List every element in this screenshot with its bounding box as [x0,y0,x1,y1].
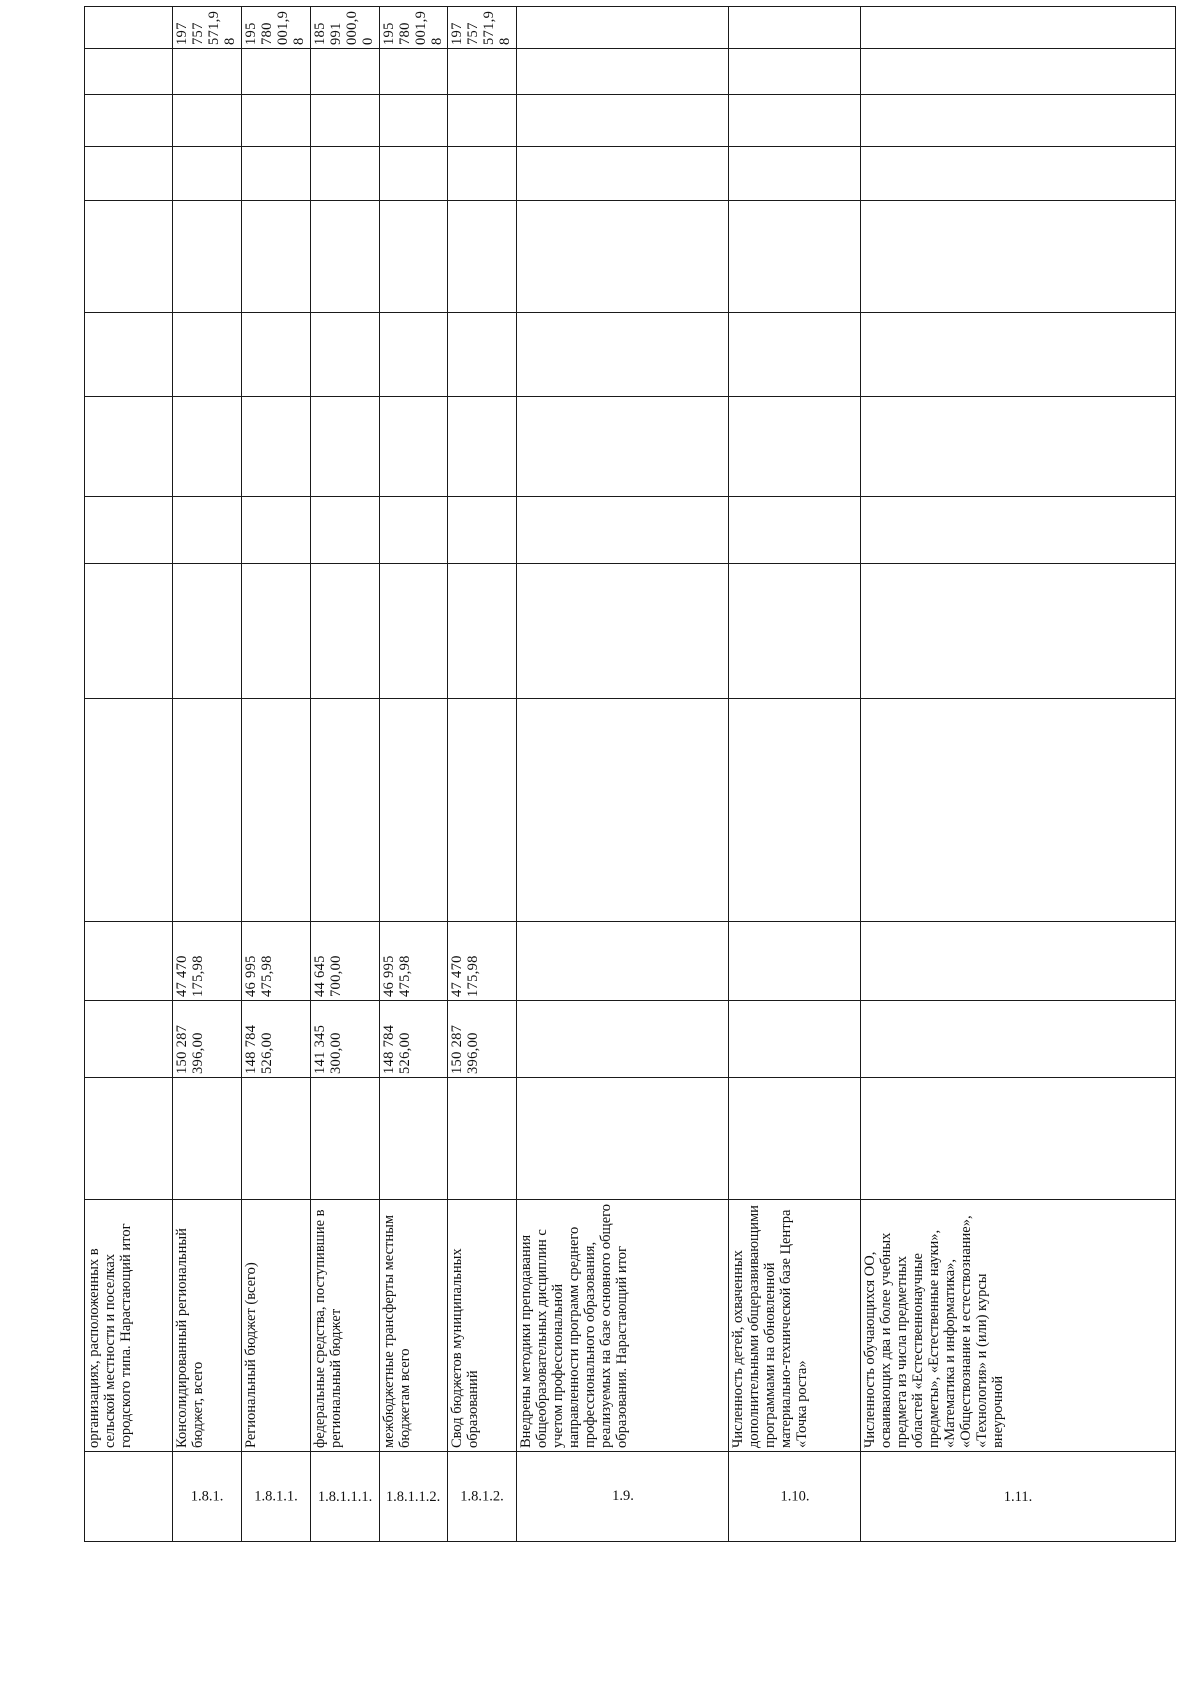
row-number: 1.8.1.2. [460,1488,504,1505]
value-cell-c3 [729,1001,860,1078]
value-cell-c2 [729,1078,860,1200]
empty-cell [517,397,729,497]
table-row [448,7,517,1542]
empty-cell [85,49,173,95]
empty-cell [860,201,1175,313]
table-row [242,7,311,1542]
empty-cell [310,95,379,147]
empty-cell [860,397,1175,497]
empty-cell [517,313,729,397]
empty-cell [517,201,729,313]
empty-cell [310,497,379,564]
empty-cell [85,95,173,147]
empty-cell [379,397,448,497]
empty-cell [310,313,379,397]
row-number-cell [379,1452,448,1542]
empty-cell [729,699,860,922]
empty-cell [860,49,1175,95]
empty-cell [379,95,448,147]
value-cell-c15: 197 757 571,98 [448,7,517,49]
empty-cell [860,564,1175,699]
row-number-cell [242,1452,311,1542]
empty-cell [448,497,517,564]
value-cell-c2 [448,1078,517,1200]
empty-cell [242,49,311,95]
value-cell-c3: 148 784 526,00 [379,1001,448,1078]
empty-cell [173,95,242,147]
empty-cell [85,201,173,313]
value-cell-c2 [85,1078,173,1200]
empty-cell [379,497,448,564]
value-cell-c4: 47 470 175,98 [173,922,242,1001]
empty-cell [517,147,729,201]
empty-cell [242,497,311,564]
value-cell-c4 [517,922,729,1001]
value-cell-c2 [310,1078,379,1200]
empty-cell [242,201,311,313]
value-cell-c2 [242,1078,311,1200]
empty-cell [860,95,1175,147]
value-cell-c2 [860,1078,1175,1200]
empty-cell [517,95,729,147]
empty-cell [517,497,729,564]
value-cell-c3: 150 287 396,00 [448,1001,517,1078]
value-cell-c15: 185 991 000,00 [310,7,379,49]
empty-cell [242,313,311,397]
row-number-cell [517,1452,729,1542]
value-cell-c3 [860,1001,1175,1078]
value-cell-c3: 141 345 300,00 [310,1001,379,1078]
row-number: 1.8.1.1. [254,1488,298,1505]
empty-cell [379,201,448,313]
empty-cell [729,397,860,497]
value-cell-c2 [173,1078,242,1200]
empty-cell [85,147,173,201]
empty-cell [517,699,729,922]
table-row [379,7,448,1542]
empty-cell [729,49,860,95]
indicator-name-cell: Численность детей, охваченных дополнительными общеразвивающими программами на обновленной материально-технической базе Центра «Точка роста» [729,1200,860,1452]
empty-cell [242,564,311,699]
empty-cell [242,147,311,201]
empty-cell [85,497,173,564]
empty-cell [448,699,517,922]
empty-cell [729,564,860,699]
indicator-name-cell: Численность обучающихся ОО, осваивающих два и более учебных предмета из числа предметных областей «Естественнонаучные предметы», «Естественные науки», «Математика и информатика», «Обществознание и естествознание», «Технология» и (или) курсы внеурочной [860,1200,1175,1452]
empty-cell [310,147,379,201]
empty-cell [173,564,242,699]
row-number: 1.11. [1003,1488,1033,1505]
value-cell-c2 [379,1078,448,1200]
row-number-cell [310,1452,379,1542]
empty-cell [85,564,173,699]
empty-cell [729,201,860,313]
value-cell-c15 [517,7,729,49]
value-cell-c15: 195 780 001,98 [242,7,311,49]
budget-table [84,6,1176,1542]
empty-cell [310,699,379,922]
empty-cell [310,201,379,313]
empty-cell [85,313,173,397]
empty-cell [448,95,517,147]
empty-cell [242,397,311,497]
value-cell-c4: 44 645 700,00 [310,922,379,1001]
value-cell-c4: 47 470 175,98 [448,922,517,1001]
empty-cell [517,564,729,699]
indicator-name-cell: Региональный бюджет (всего) [242,1200,311,1452]
value-cell-c15 [729,7,860,49]
empty-cell [379,313,448,397]
value-cell-c4 [85,922,173,1001]
empty-cell [729,95,860,147]
value-cell-c4: 46 995 475,98 [242,922,311,1001]
empty-cell [85,397,173,497]
empty-cell [173,49,242,95]
value-cell-c4 [860,922,1175,1001]
value-cell-c15: 197 757 571,98 [173,7,242,49]
empty-cell [173,497,242,564]
indicator-name-cell: Внедрены методики преподавания общеобразовательных дисциплин с учетом профессиональной направленности программ среднего профессионального образования, реализуемых на базе основного общего образования. Нарастающий итог [517,1200,729,1452]
value-cell-c3 [85,1001,173,1078]
empty-cell [379,49,448,95]
empty-cell [173,147,242,201]
indicator-name-cell: Свод бюджетов муниципальных образований [448,1200,517,1452]
table-row [517,7,729,1542]
empty-cell [448,397,517,497]
empty-cell [448,147,517,201]
empty-cell [242,95,311,147]
table-row [85,7,173,1542]
empty-cell [310,49,379,95]
indicator-name-cell: межбюджетные трансферты местным бюджетам всего [379,1200,448,1452]
empty-cell [242,699,311,922]
empty-cell [448,313,517,397]
row-number-cell [729,1452,860,1542]
row-number-cell [173,1452,242,1542]
indicator-name-cell: федеральные средства, поступившие в региональный бюджет [310,1200,379,1452]
value-cell-c4: 46 995 475,98 [379,922,448,1001]
row-number: 1.9. [611,1488,634,1505]
value-cell-c15 [860,7,1175,49]
empty-cell [729,313,860,397]
empty-cell [729,147,860,201]
empty-cell [448,201,517,313]
empty-cell [860,497,1175,564]
empty-cell [860,147,1175,201]
empty-cell [310,564,379,699]
empty-cell [729,497,860,564]
row-number: 1.8.1.1.1. [317,1488,372,1505]
empty-cell [173,397,242,497]
value-cell-c4 [729,922,860,1001]
empty-cell [85,699,173,922]
empty-cell [379,564,448,699]
table-row [173,7,242,1542]
empty-cell [173,201,242,313]
row-number: 1.8.1. [190,1488,224,1505]
empty-cell [860,699,1175,922]
row-number-cell [860,1452,1175,1542]
indicator-name-cell: Консолидированный региональный бюджет, всего [173,1200,242,1452]
empty-cell [448,564,517,699]
value-cell-c15 [85,7,173,49]
empty-cell [379,147,448,201]
empty-cell [517,49,729,95]
value-cell-c3: 150 287 396,00 [173,1001,242,1078]
table-row [729,7,860,1542]
row-number-cell [448,1452,517,1542]
value-cell-c2 [517,1078,729,1200]
empty-cell [448,49,517,95]
empty-cell [173,313,242,397]
empty-cell [173,699,242,922]
value-cell-c3: 148 784 526,00 [242,1001,311,1078]
rotated-table-wrapper [84,10,1176,1542]
empty-cell [379,699,448,922]
value-cell-c15: 195 780 001,98 [379,7,448,49]
row-number: 1.8.1.1.2. [386,1488,441,1505]
row-number: 1.10. [780,1488,810,1505]
row-number-cell [85,1452,173,1542]
value-cell-c3 [517,1001,729,1078]
table-row [310,7,379,1542]
table-row [860,7,1175,1542]
indicator-name-cell: организациях, расположенных в сельской местности и поселках городского типа. Нарастающий итог [85,1200,173,1452]
empty-cell [860,313,1175,397]
empty-cell [310,397,379,497]
